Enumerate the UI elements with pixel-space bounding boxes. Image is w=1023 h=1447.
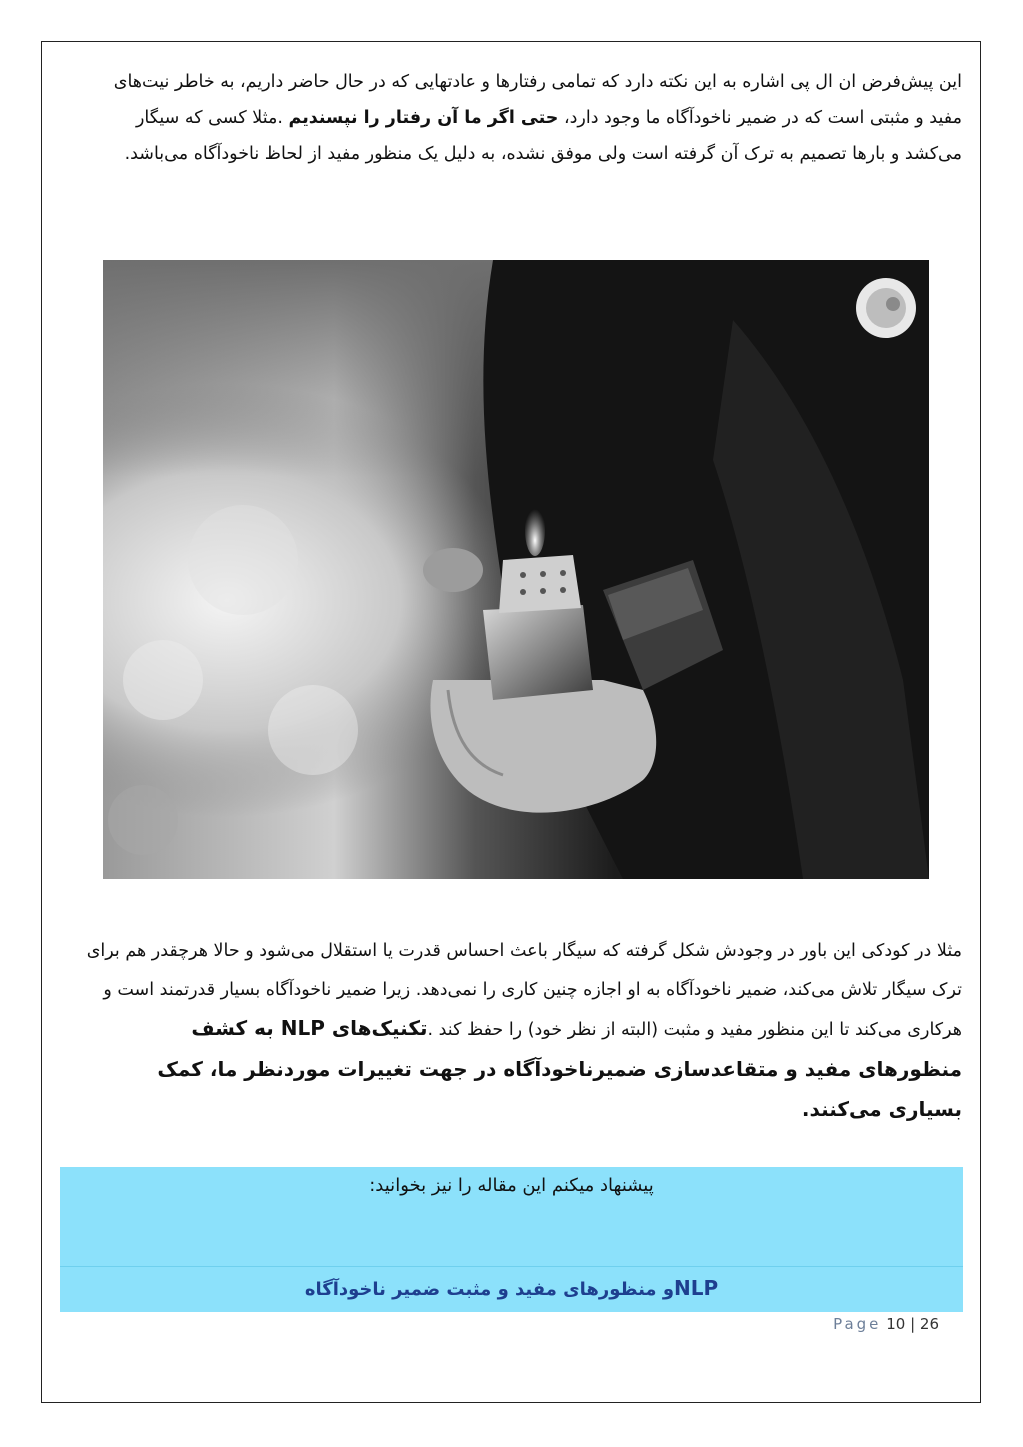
intro-text: این پیش‌فرض ان ال پی اشاره به این نکته دارد که تمامی رفتارها و عادتهایی که در حال حاضر داریم، به خاطر نیت‌های مفید و مثبتی است که در ضمیر ناخودآگاه ما وجود دارد، bbox=[113, 72, 962, 128]
page-current: 10 bbox=[886, 1315, 906, 1333]
page-label: Page bbox=[833, 1315, 882, 1333]
recommended-link-text[interactable]: و منظورهای مفید و مثبت ضمیر ناخودآگاه bbox=[304, 1279, 675, 1300]
recommended-link-nlp[interactable]: NLP bbox=[674, 1276, 719, 1300]
recommended-article-link[interactable] bbox=[60, 1266, 963, 1312]
page-number bbox=[833, 1315, 939, 1333]
recommended-article-box bbox=[60, 1167, 963, 1312]
intro-text-continued: .مثلا کسی که سیگار می‌کشد و بارها تصمیم به ترک آن گرفته است ولی موفق نشده، به دلیل یک منظور مفید از لحاظ ناخودآگاه می‌باشد. bbox=[124, 108, 962, 164]
body-emphasis-nlp: NLP bbox=[280, 1016, 325, 1040]
recommended-heading: پیشنهاد میکنم این مقاله را نیز بخوانید: bbox=[369, 1175, 654, 1196]
body-paragraph bbox=[84, 932, 962, 1131]
page-total: 26 bbox=[919, 1315, 939, 1333]
body-emphasis-text-continued: به کشف منظورهای مفید و متقاعدسازی ضمیرناخودآگاه در جهت تغییرات موردنظر ما، کمک بسیاری می‌کنند. bbox=[157, 1016, 962, 1121]
intro-paragraph bbox=[96, 64, 962, 172]
body-emphasis-text: تکنیک‌های bbox=[324, 1016, 428, 1040]
body-text: مثلا در کودکی این باور در وجودش شکل گرفته که سیگار باعث احساس قدرت یا استقلال می‌شود و حالا هرچقدر هم برای ترک سیگار تلاش می‌کند، ضمیر ناخودآگاه به او اجازه چنین کاری را نمی‌دهد. زیرا ضمیر ناخودآگاه بسیار قدرتمند است و هرکاری می‌کند تا این منظور مفید و مثبت (البته از نظر خود) را حفظ کند . bbox=[86, 941, 962, 1040]
intro-emphasis: حتی اگر ما آن رفتار را نپسندیم bbox=[288, 108, 559, 128]
page-separator: | bbox=[910, 1315, 916, 1333]
lighter-photo bbox=[103, 260, 929, 879]
